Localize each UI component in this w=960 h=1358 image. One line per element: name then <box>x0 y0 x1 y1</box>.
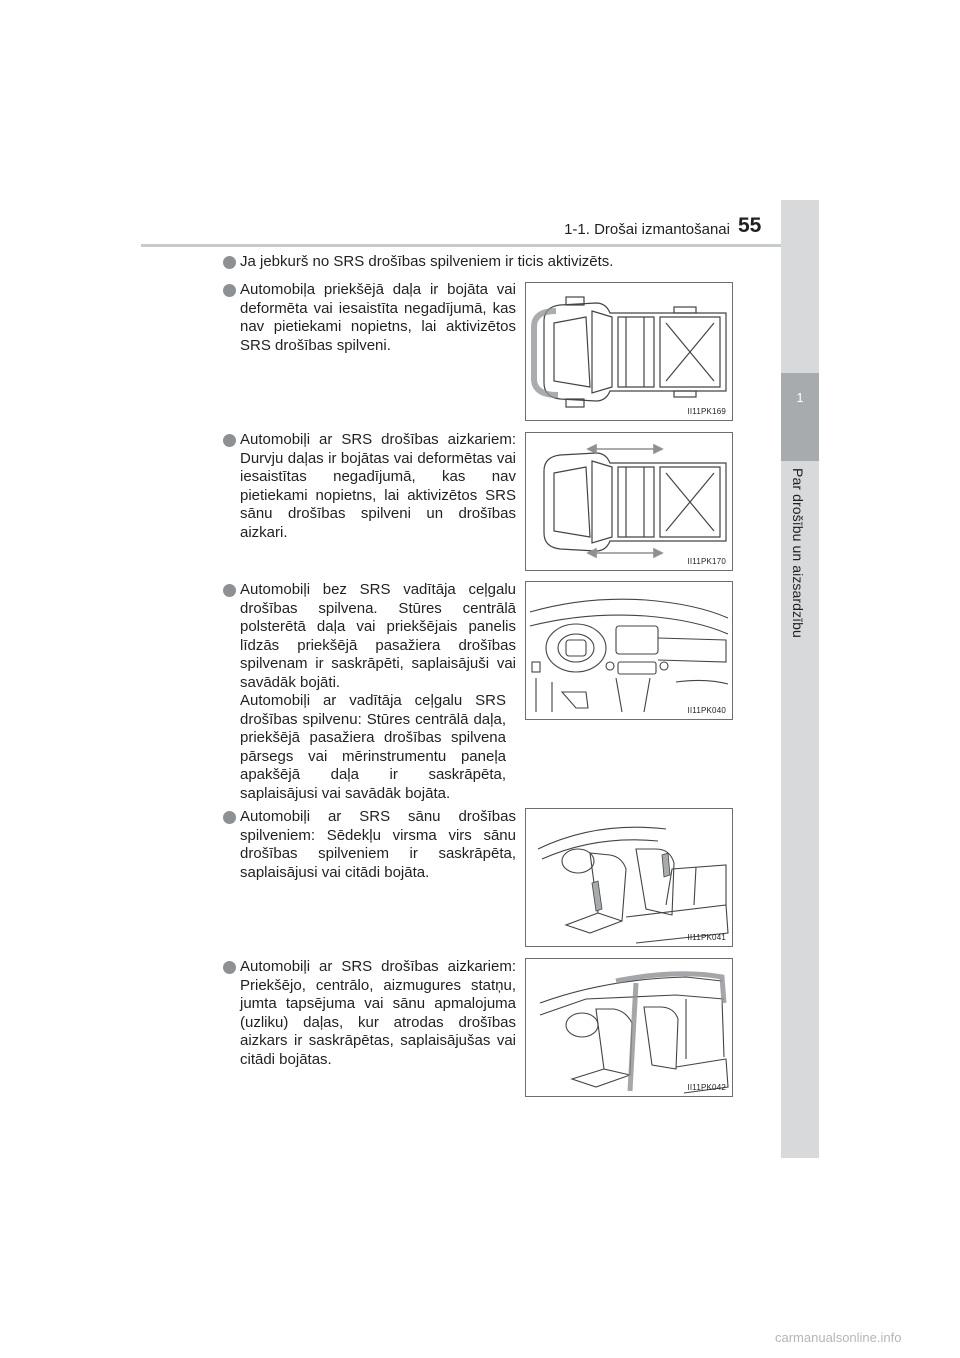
truck-top-view-front-illustration <box>526 283 732 420</box>
chapter-tab-active[interactable] <box>781 373 819 461</box>
chapter-number: 1 <box>796 390 804 405</box>
item-text: Ja jebkurš no SRS drošības spilveniem ir ticis aktivizēts. <box>240 253 614 270</box>
figure-curtain <box>525 958 733 1097</box>
figure-code: II11PK042 <box>687 1083 726 1092</box>
chapter-title: Par drošību un aizsardzību <box>790 468 806 638</box>
header-rule <box>141 244 818 247</box>
interior-seats-illustration <box>526 809 732 946</box>
bullet-icon <box>223 256 236 269</box>
figure-door-damage <box>525 432 733 571</box>
section-title: 1-1. Drošai izmantošanai <box>564 221 730 238</box>
item-subtext: Automobiļi ar vadītāja ceļgalu SRS drošības spilvenu: Stūres centrālā daļa, priekšējā pasažiera drošības spilvena pārsegs vai mērinstrumentu paneļa apakšējā daļa ir saskrāpēta, saplaisājusi vai savādāk bojāta. <box>240 692 506 802</box>
item-text: Automobiļi bez SRS vadītāja ceļgalu drošības spilvena. Stūres centrālā polsterētā daļa vai priekšējais panelis līdzās priekšējā pasažiera drošības spilvenam ir saskrāpēti, saplaisājuši vai savādāk bojāti. <box>240 581 516 691</box>
figure-front-damage <box>525 282 733 421</box>
item-text: Automobiļi ar SRS drošības aizkariem: Durvju daļas ir bojātas vai deformētas vai iesaistītas negadījumā, kas nav pietiekami nopietns, lai aktivizētos SRS sānu drošības spilveni un drošības aizkari. <box>240 431 516 541</box>
page-number: 55 <box>738 214 762 237</box>
item-text: Automobiļi ar SRS drošības aizkariem: Priekšējo, centrālo, aizmugures statņu, jumta tapsējuma vai sānu apmalojuma (uzliku) daļas, kur atrodas drošības aizkars ir saskrāpētas, saplaisājušas vai citādi bojātas. <box>240 958 516 1068</box>
figure-dashboard <box>525 581 733 720</box>
dashboard-illustration <box>526 582 732 719</box>
truck-top-view-doors-illustration <box>526 433 732 570</box>
item-text: Automobiļa priekšējā daļa ir bojāta vai deformēta vai iesaistīta negadījumā, kas nav pietiekami nopietns, lai aktivizētos SRS drošības spilveni. <box>240 281 516 354</box>
watermark: carmanualsonline.info <box>775 1330 902 1345</box>
bullet-icon <box>223 434 236 447</box>
interior-curtain-illustration <box>526 959 732 1096</box>
figure-seats <box>525 808 733 947</box>
bullet-icon <box>223 584 236 597</box>
item-text: Automobiļi ar SRS sānu drošības spilveniem: Sēdekļu virsma virs sānu drošības spilveniem ir saskrāpēta, saplaisājusi vai citādi bojāta. <box>240 808 516 881</box>
figure-code: II11PK041 <box>687 933 726 942</box>
figure-code: II11PK169 <box>687 407 726 416</box>
bullet-icon <box>223 284 236 297</box>
figure-code: II11PK170 <box>687 557 726 566</box>
bullet-icon <box>223 811 236 824</box>
figure-code: II11PK040 <box>687 706 726 715</box>
bullet-icon <box>223 961 236 974</box>
chapter-side-strip <box>781 200 819 1158</box>
